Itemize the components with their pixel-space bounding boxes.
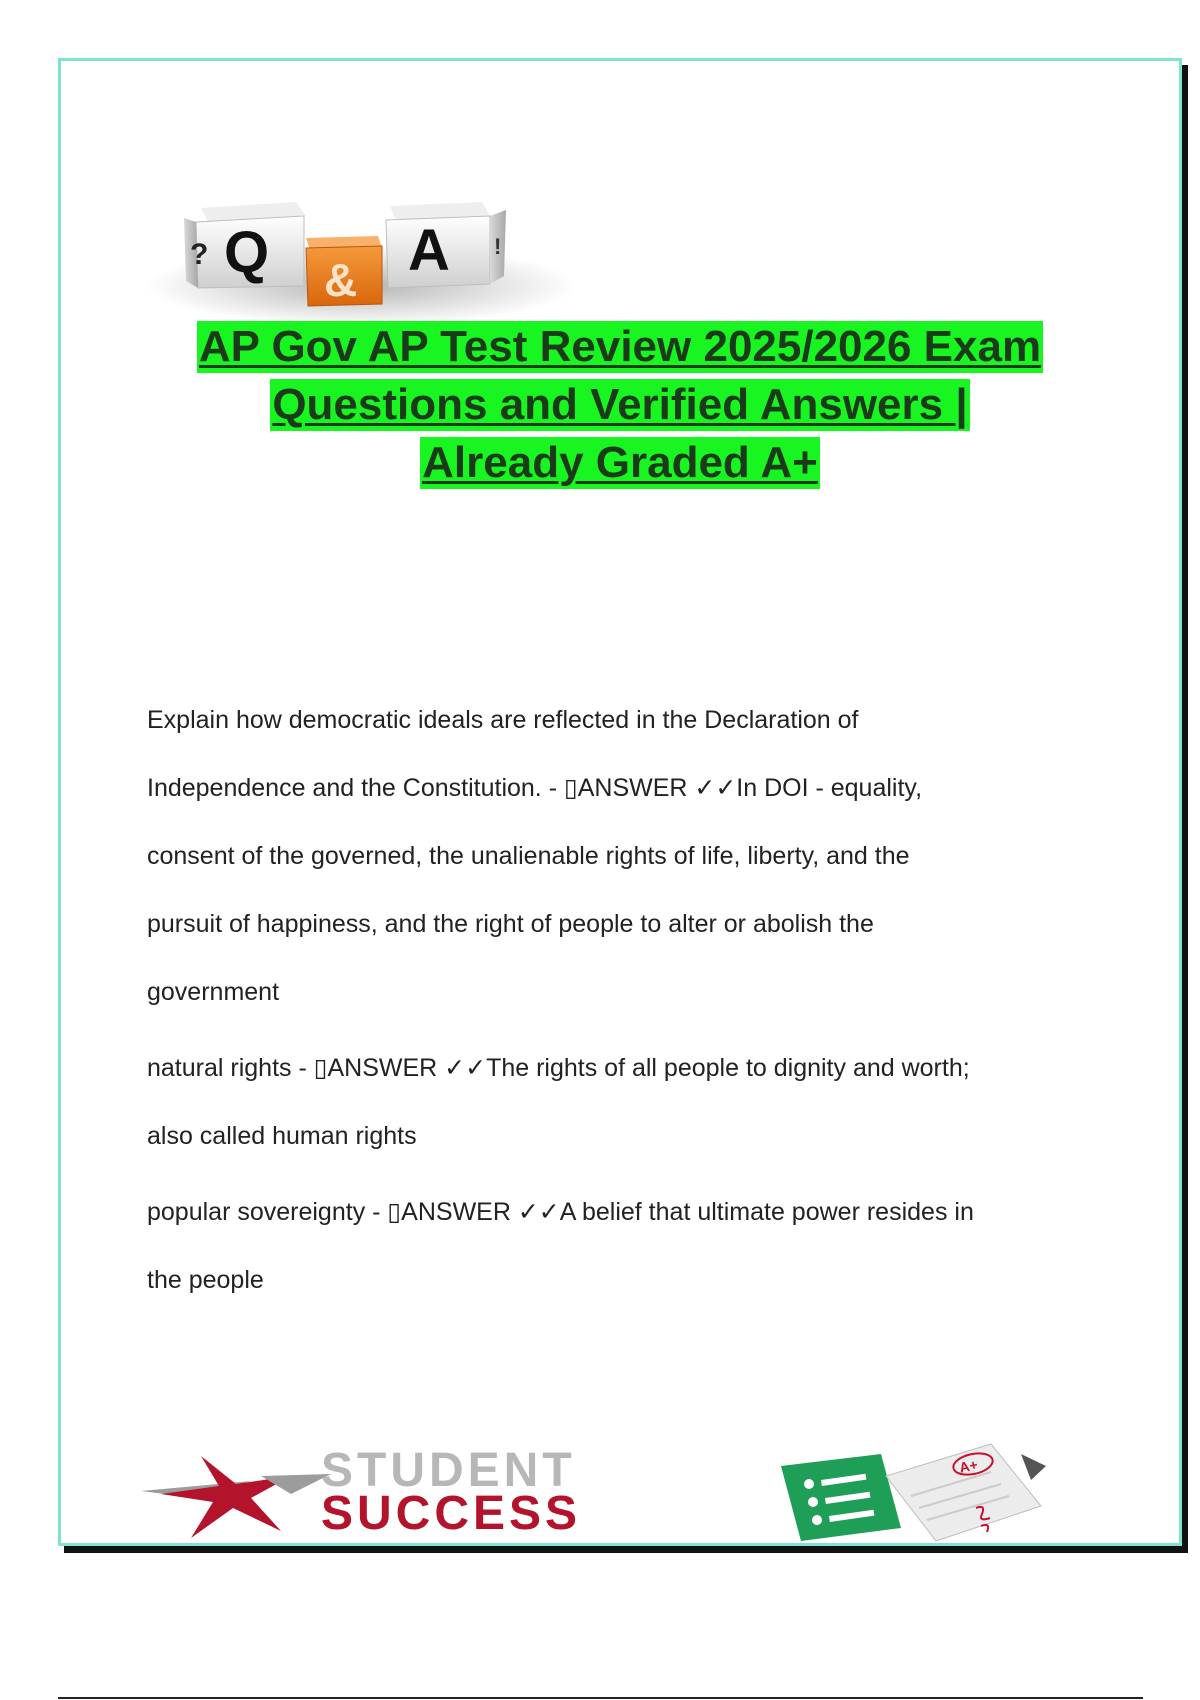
svg-text:?: ? [190, 238, 209, 271]
q-cube [184, 202, 306, 288]
qa-dice-logo [146, 136, 576, 336]
qa-item-natural-rights [147, 1034, 1147, 1170]
text-line: Independence and the Constitution. - ▯ANSWER ✓✓In DOI - equality, [147, 774, 923, 802]
title-line-1: AP Gov AP Test Review 2025/2026 Exam [198, 322, 1042, 371]
ampersand-letter: & [324, 254, 358, 306]
footer-word-success: SUCCESS [321, 1487, 582, 1540]
page-frame [58, 58, 1182, 1546]
star-icon [141, 1456, 331, 1538]
text-line: popular sovereignty - ▯ANSWER ✓✓A belief that ultimate power resides in [147, 1198, 974, 1226]
student-success-logo [141, 1436, 1101, 1546]
title-line-3: Already Graded A+ [422, 438, 818, 487]
q-letter: Q [224, 220, 270, 285]
text-line: also called human rights [147, 1122, 417, 1150]
a-letter: A [408, 218, 450, 283]
a-cube [386, 202, 506, 288]
text-line: government [147, 978, 280, 1006]
qa-item-democratic-ideals [147, 686, 1147, 1026]
document-icon [781, 1454, 901, 1541]
text-line: the people [147, 1266, 264, 1294]
title-line-2: Questions and Verified Answers | [272, 380, 968, 429]
text-line: natural rights - ▯ANSWER ✓✓The rights of all people to dignity and worth; [147, 1054, 970, 1082]
ampersand-cube [306, 236, 382, 306]
qa-item-popular-sovereignty [147, 1178, 1147, 1314]
document-title [61, 318, 1179, 492]
svg-text:!: ! [494, 234, 502, 259]
page-bottom-rule [58, 1697, 1143, 1699]
footer-word-student: STUDENT [321, 1444, 576, 1497]
text-line: pursuit of happiness, and the right of people to alter or abolish the [147, 910, 874, 938]
text-line: consent of the governed, the unalienable rights of life, liberty, and the [147, 842, 910, 870]
text-line: Explain how democratic ideals are reflected in the Declaration of [147, 706, 859, 734]
qa-list [147, 686, 1147, 1322]
graded-paper-icon [886, 1444, 1046, 1541]
grade-mark: A+ [957, 1456, 980, 1476]
